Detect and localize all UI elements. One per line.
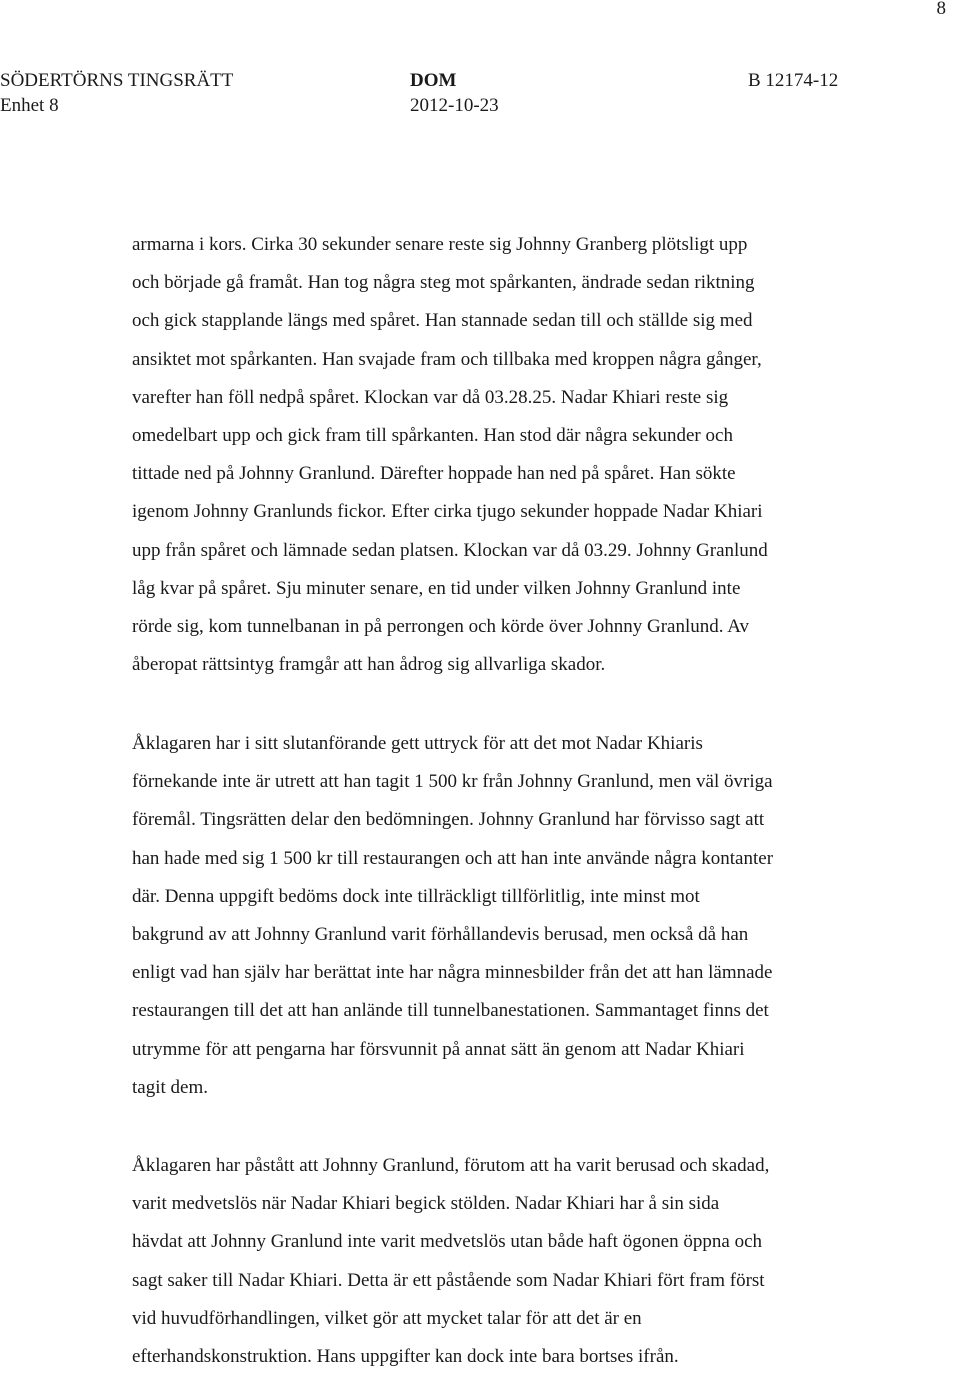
text-line: upp från spåret och lämnade sedan platsen. Klockan var då 03.29. Johnny Granlund (132, 539, 768, 561)
document-type: DOM (410, 70, 457, 91)
text-line: Åklagaren har påstått att Johnny Granlund, förutom att ha varit berusad och skadad, (132, 1155, 770, 1176)
text-line: efterhandskonstruktion. Hans uppgifter kan dock inte bara bortses ifrån. (132, 1346, 679, 1368)
text-line: ansiktet mot spårkanten. Han svajade fram och tillbaka med kroppen några gånger, (132, 348, 762, 370)
text-line: åberopat rättsintyg framgår att han ådrog sig allvarliga skador. (132, 654, 606, 676)
case-number: B 12174-12 (748, 70, 839, 91)
page-number: 8 (936, 0, 946, 19)
text-line: tagit dem. (132, 1076, 208, 1098)
paragraph-2 (132, 725, 892, 1107)
text-line: armarna i kors. Cirka 30 sekunder senare reste sig Johnny Granberg plötsligt upp (132, 234, 748, 255)
document-date: 2012-10-23 (410, 95, 499, 116)
text-line: omedelbart upp och gick fram till spårkanten. Han stod där några sekunder och (132, 425, 733, 447)
text-line: bakgrund av att Johnny Granlund varit förhållandevis berusad, men också då han (132, 924, 749, 946)
paragraph-1 (132, 226, 892, 684)
text-line: förnekande inte är utrett att han tagit 1 500 kr från Johnny Granlund, men väl övriga (132, 771, 773, 793)
text-line: han hade med sig 1 500 kr till restaurangen och att han inte använde några kontanter (132, 847, 774, 869)
text-line: utrymme för att pengarna har försvunnit på annat sätt än genom att Nadar Khiari (132, 1038, 745, 1060)
text-line: och gick stapplande längs med spåret. Han stannade sedan till och ställde sig med (132, 310, 753, 332)
text-line: rörde sig, kom tunnelbanan in på perrongen och körde över Johnny Granlund. Av (132, 616, 749, 638)
court-name: SÖDERTÖRNS TINGSRÄTT (0, 70, 234, 91)
text-line: och började gå framåt. Han tog några steg mot spårkanten, ändrade sedan riktning (132, 272, 755, 294)
text-line: varefter han föll nedpå spåret. Klockan var då 03.28.25. Nadar Khiari reste sig (132, 386, 729, 408)
text-line: sagt saker till Nadar Khiari. Detta är ett påstående som Nadar Khiari fört fram först (132, 1269, 765, 1291)
text-line: hävdat att Johnny Granlund inte varit medvetslös utan både haft ögonen öppna och (132, 1231, 763, 1253)
text-line: Åklagaren har i sitt slutanförande gett uttryck för att det mot Nadar Khiaris (132, 733, 703, 754)
court-unit: Enhet 8 (0, 95, 59, 116)
text-line: föremål. Tingsrätten delar den bedömningen. Johnny Granlund har förvisso sagt att (132, 809, 765, 831)
text-line: igenom Johnny Granlunds fickor. Efter cirka tjugo sekunder hoppade Nadar Khiari (132, 501, 763, 523)
text-line: där. Denna uppgift bedöms dock inte tillräckligt tillförlitlig, inte minst mot (132, 885, 700, 907)
text-line: vid huvudförhandlingen, vilket gör att mycket talar för att det är en (132, 1307, 642, 1329)
paragraph-3 (132, 1147, 892, 1376)
text-line: varit medvetslös när Nadar Khiari begick stölden. Nadar Khiari har å sin sida (132, 1193, 720, 1215)
text-line: restaurangen till det att han anlände till tunnelbanestationen. Sammantaget finns det (132, 1000, 769, 1022)
text-line: tittade ned på Johnny Granlund. Därefter hoppade han ned på spåret. Han sökte (132, 463, 736, 485)
text-line: enligt vad han själv har berättat inte har några minnesbilder från det att han lämnade (132, 962, 773, 984)
text-line: låg kvar på spåret. Sju minuter senare, en tid under vilken Johnny Granlund inte (132, 577, 741, 599)
